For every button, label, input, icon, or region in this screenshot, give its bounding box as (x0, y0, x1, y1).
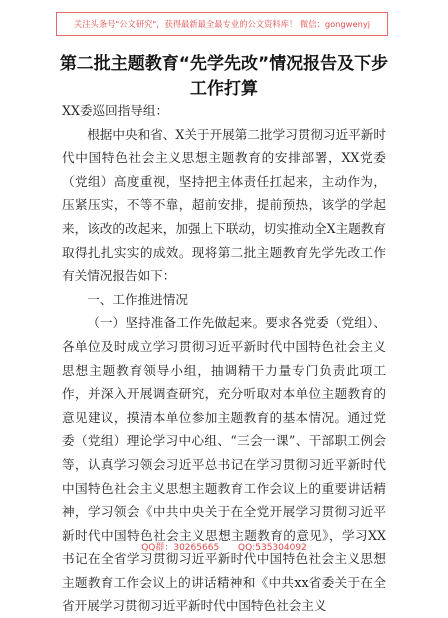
paragraph-intro: 根据中央和省、X关于开展第二批学习贯彻习近平新时代中国特色社会主义思想主题教育的安排部署，XX党委（党组）高度重视，坚持把主体责任扛起来，主动作为，压紧压实，不等不靠，超前安排，提前预热，该学的学起来，该改的改起来，加强上下联动，切实推动全X主题教育取得扎扎实实的成效。现将第二批主题教育先学先改工作有关情况报告如下： (62, 126, 386, 284)
title-line-2: 工作打算 (190, 79, 258, 99)
page-footer (0, 540, 448, 553)
title-line-1: 第二批主题教育“先学先改”情况报告及下步 (59, 54, 389, 74)
footer-qq-group: QQ群：30265665 (141, 543, 220, 553)
footer-qq: QQ:535304092 (238, 543, 307, 553)
section-heading: 一、工作推进情况 (87, 291, 188, 307)
document-title (40, 52, 408, 102)
salutation: XX委巡回指导组： (62, 103, 169, 118)
promo-banner: 关注头条号"公文研究"，获得最新最全最专业的公文资料库！ 微信：gongwenyj (56, 12, 388, 36)
paragraph-preparation: （一）坚持准备工作先做起来。要求各党委（党组）、各单位及时成立学习贯彻习近平新时代中国特色社会主义思想主题教育领导小组，抽调精干力量专门负责此项工作，并深入开展调查研究，充分听取对本单位主题教育的意见建议，摸清本单位参加主题教育的基本情况。通过党委（党组）理论学习中心组、“三会一课”、干部职工例会等，认真学习领会习近平总书记在学习贯彻习近平新时代中国特色社会主义思想主题教育工作会议上的重要讲话精神，学习领会《中共中央关于在全党开展学习贯彻习近平新时代中国特色社会主义思想主题教育的意见》，学习XX书记在全省学习贯彻习近平新时代中国特色社会主义思想主题教育工作会议上的讲话精神和《中共xx省委关于在全省开展学习贯彻习近平新时代中国特色社会主义 (62, 315, 386, 614)
